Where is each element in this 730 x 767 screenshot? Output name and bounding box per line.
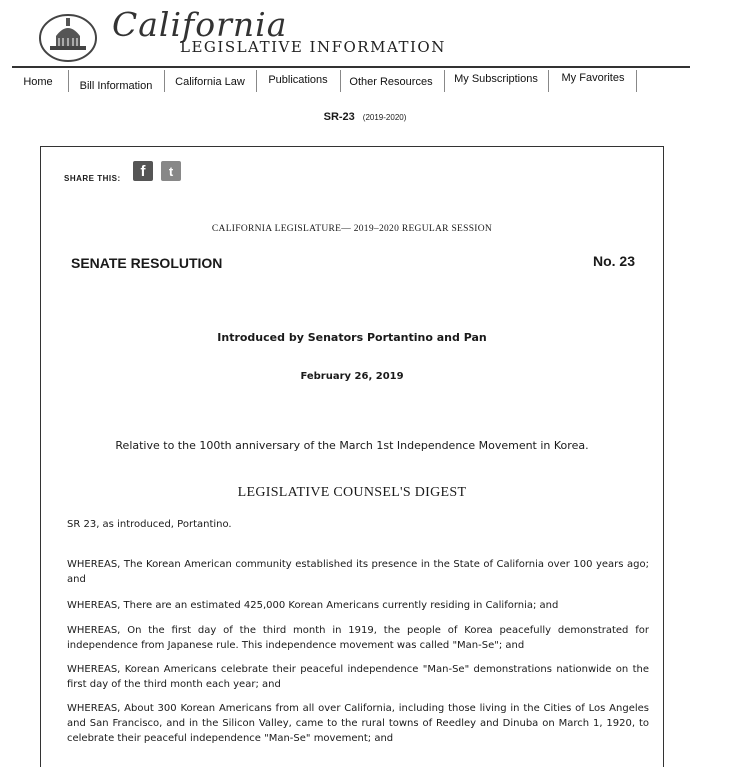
nav-publications[interactable]: Publications	[268, 74, 328, 86]
nav-divider	[256, 70, 257, 92]
nav-home[interactable]: Home	[23, 76, 53, 88]
nav-divider	[548, 70, 549, 92]
session-heading: CALIFORNIA LEGISLATURE— 2019–2020 REGULAR SESSION	[211, 224, 493, 234]
bill-id: SR-23	[323, 111, 355, 123]
whereas-clause: WHEREAS, Korean Americans celebrate their peaceful independence "Man-Se" demonstrations nationwide on the first day of the third month each year; and	[67, 664, 649, 690]
share-label: SHARE THIS:	[64, 174, 121, 183]
nav-divider	[164, 70, 165, 92]
relative-to: Relative to the 100th anniversary of the March 1st Independence Movement in Korea.	[115, 439, 589, 452]
facebook-share-icon[interactable]: f	[133, 161, 153, 181]
nav-divider	[340, 70, 341, 92]
resolution-type: SENATE RESOLUTION	[71, 255, 223, 271]
site-header	[0, 0, 730, 66]
nav-other-resources[interactable]: Other Resources	[349, 76, 433, 88]
whereas-clause: WHEREAS, On the first day of the third month in 1919, the people of Korea peacefully demonstrated for independence from Japanese rule. This independence movement was called "Man-Se"; and	[67, 625, 649, 651]
digest-heading: LEGISLATIVE COUNSEL'S DIGEST	[237, 485, 467, 500]
nav-california-law[interactable]: California Law	[175, 76, 245, 88]
whereas-clause: WHEREAS, There are an estimated 425,000 Korean Americans currently residing in California; and	[67, 600, 559, 611]
nav-my-subscriptions[interactable]: My Subscriptions	[454, 73, 538, 85]
bill-document	[40, 146, 664, 767]
logo-script-text[interactable]: California	[112, 5, 288, 44]
resolution-number: No. 23	[592, 253, 635, 269]
nav-divider	[444, 70, 445, 92]
nav-bill-information[interactable]: Bill Information	[79, 80, 153, 92]
whereas-clause: WHEREAS, The Korean American community established its presence in the State of California over 100 years ago; and	[67, 559, 649, 585]
bill-identifier	[0, 111, 730, 123]
nav-divider	[68, 70, 69, 92]
bill-status: SR 23, as introduced, Portantino.	[67, 519, 232, 530]
bill-session: (2019-2020)	[362, 113, 407, 122]
twitter-share-icon[interactable]: t	[161, 161, 181, 181]
nav-my-favorites[interactable]: My Favorites	[561, 72, 625, 84]
capitol-dome-icon[interactable]	[38, 10, 98, 62]
whereas-clause: WHEREAS, About 300 Korean Americans from all over California, including those living in the Cities of Los Angeles and San Francisco, and in the Silicon Valley, came to the rural towns of Reedley and Dinuba on March 1, 1920, to celebrate their peaceful independence "Man-Se" movement; and	[67, 703, 649, 744]
introduced-by: Introduced by Senators Portantino and Pan	[217, 331, 487, 344]
introduced-date: February 26, 2019	[300, 371, 404, 382]
logo-subtitle[interactable]: LEGISLATIVE INFORMATION	[180, 38, 446, 56]
nav-divider	[636, 70, 637, 92]
